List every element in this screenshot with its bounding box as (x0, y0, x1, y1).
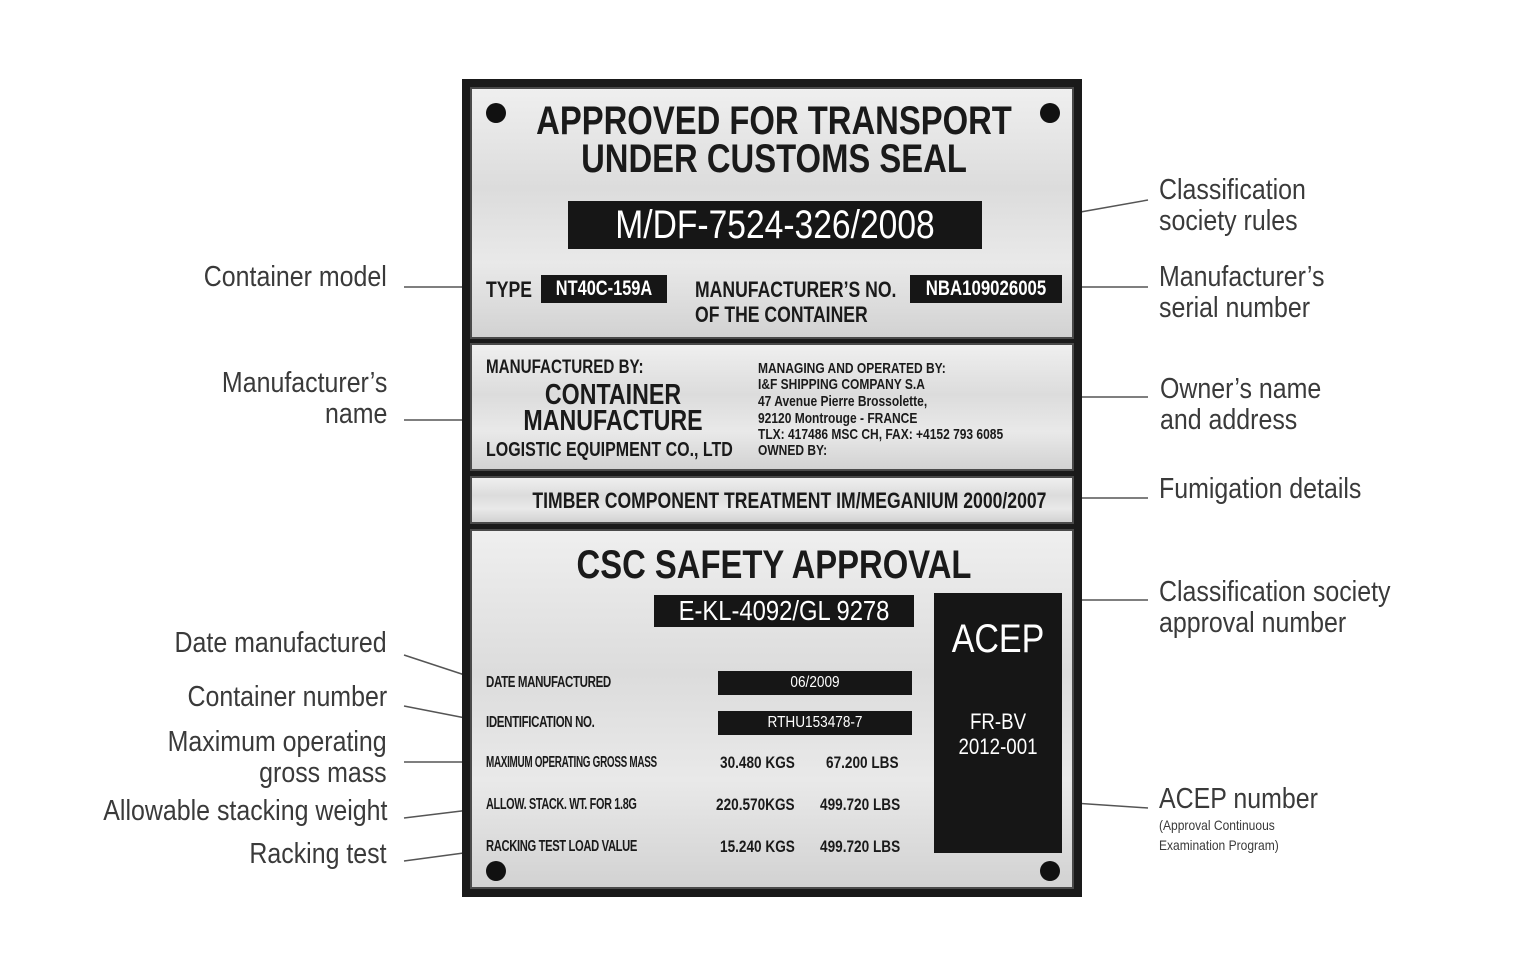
callout-serial (1159, 262, 1324, 324)
mfr-no-value-box (910, 275, 1062, 303)
callout-class-approval (1159, 577, 1390, 639)
screw-icon (486, 103, 506, 123)
callout-max-gross-line2: gross mass (259, 757, 387, 789)
callout-serial-line2: serial number (1159, 292, 1311, 324)
row-stack-kgs: 220.570KGS (716, 795, 795, 814)
callout-max-gross (168, 727, 387, 789)
customs-panel (470, 87, 1074, 339)
callout-acep-sub-line1: (Approval Continuous (1159, 817, 1275, 833)
customs-header-line2: UNDER CUSTOMS SEAL (581, 137, 967, 181)
row-gross-label: MAXIMUM OPERATING GROSS MASS (486, 754, 657, 771)
managing-line4: 92120 Montrouge - FRANCE (758, 410, 918, 427)
row-gross-lbs: 67.200 LBS (826, 753, 899, 772)
screw-icon (1040, 103, 1060, 123)
acep-box (934, 593, 1062, 853)
row-date-label: DATE MANUFACTURED (486, 674, 611, 691)
container-plate (462, 79, 1082, 897)
callout-class-rules-line1: Classification (1159, 174, 1306, 206)
customs-code: M/DF-7524-326/2008 (615, 203, 935, 247)
row-stack-lbs: 499.720 LBS (820, 795, 901, 814)
managing-line1: MANAGING AND OPERATED BY: (758, 360, 946, 377)
row-racking-kgs: 15.240 KGS (720, 837, 795, 856)
callout-class-approval-line1: Classification society (1159, 576, 1391, 608)
manufacturer-name-line1: CONTAINER (544, 379, 682, 411)
row-racking-lbs: 499.720 LBS (820, 837, 901, 856)
callout-manufacturers-name-line1: Manufacturer’s (221, 367, 387, 399)
acep-title: ACEP (951, 617, 1045, 661)
type-value-box (541, 275, 667, 303)
managing-line5: TLX: 417486 MSC CH, FAX: +4152 793 6085 (758, 426, 1004, 443)
row-id-label: IDENTIFICATION NO. (486, 714, 595, 731)
callout-racking: Racking test (249, 838, 387, 870)
row-stack-label: ALLOW. STACK. WT. FOR 1.8G (486, 796, 637, 813)
callout-owner-line2: and address (1160, 404, 1298, 436)
row-racking-label: RACKING TEST LOAD VALUE (486, 838, 638, 855)
timber-treatment: TIMBER COMPONENT TREATMENT IM/MEGANIUM 2000/2007 (532, 488, 1047, 513)
callout-fumigation: Fumigation details (1159, 473, 1362, 505)
customs-code-box (568, 201, 982, 249)
type-value: NT40C-159A (555, 277, 653, 300)
callout-acep-sub (1159, 815, 1279, 855)
row-id-value: RTHU153478-7 (767, 714, 863, 731)
type-label: TYPE (486, 277, 532, 302)
row-date-value: 06/2009 (790, 674, 840, 691)
mfr-no-label-line2: OF THE CONTAINER (695, 302, 868, 327)
callout-container-number: Container number (187, 681, 387, 713)
mfr-no-value: NBA109026005 (925, 277, 1047, 300)
callout-class-approval-line2: approval number (1159, 607, 1347, 639)
callout-manufacturers-name (222, 368, 387, 430)
callout-owner (1160, 374, 1321, 436)
timber-panel (470, 476, 1074, 524)
row-id-value-box (718, 711, 912, 735)
callout-stacking: Allowable stacking weight (102, 795, 387, 827)
acep-code-line2: 2012-001 (958, 734, 1038, 759)
callout-date-manufactured: Date manufactured (174, 627, 387, 659)
callout-acep-number: ACEP number (1159, 783, 1318, 815)
csc-code-box (654, 595, 914, 627)
csc-title: CSC SAFETY APPROVAL (576, 543, 972, 587)
callout-serial-line1: Manufacturer’s (1159, 261, 1325, 293)
callout-owner-line1: Owner’s name (1160, 373, 1322, 405)
manufacturer-name-line2: MANUFACTURE (523, 405, 703, 437)
manufacturer-panel (470, 343, 1074, 471)
callout-acep-sub-line2: Examination Program) (1159, 837, 1279, 853)
callout-class-rules-line2: society rules (1159, 205, 1298, 237)
owned-by-label: OWNED BY: (758, 442, 828, 459)
row-date-value-box (718, 671, 912, 695)
callout-max-gross-line1: Maximum operating (167, 726, 387, 758)
callout-class-rules (1159, 175, 1306, 237)
csc-code: E-KL-4092/GL 9278 (678, 595, 890, 626)
screw-icon (1040, 861, 1060, 881)
row-gross-kgs: 30.480 KGS (720, 753, 795, 772)
csc-panel (470, 529, 1074, 889)
manufacturer-name-line3: LOGISTIC EQUIPMENT CO., LTD (486, 439, 733, 461)
customs-header-line1: APPROVED FOR TRANSPORT (536, 99, 1012, 143)
screw-icon (486, 861, 506, 881)
callout-manufacturers-name-line2: name (324, 398, 387, 430)
callout-container-model: Container model (203, 261, 387, 293)
mfr-no-label-line1: MANUFACTURER’S NO. (695, 277, 897, 302)
acep-code-line1: FR-BV (969, 709, 1027, 734)
managing-line2: I&F SHIPPING COMPANY S.A (758, 376, 925, 393)
managing-line3: 47 Avenue Pierre Brossolette, (758, 393, 928, 410)
manufactured-by-label: MANUFACTURED BY: (486, 357, 644, 378)
